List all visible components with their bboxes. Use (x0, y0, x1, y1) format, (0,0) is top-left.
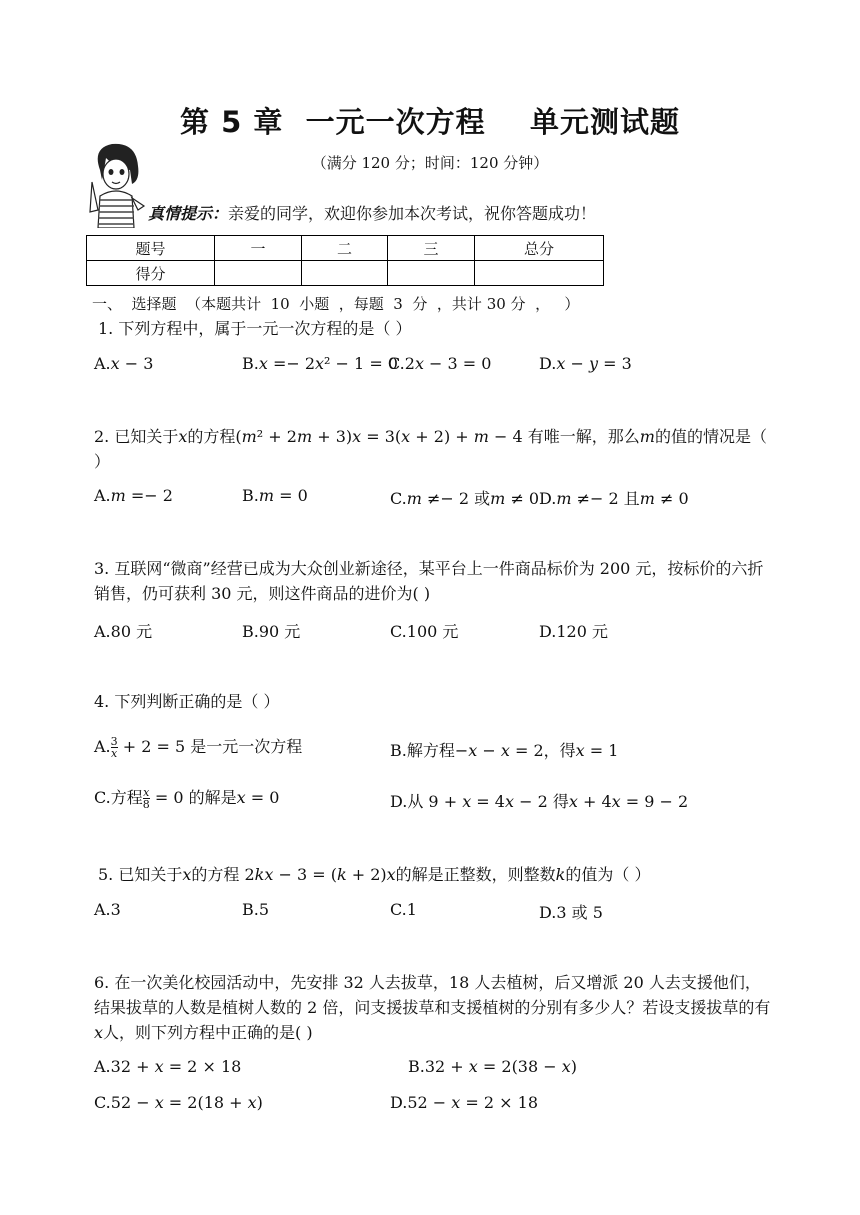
question-4-stem: 4. 下列判断正确的是（ ） (94, 692, 280, 711)
q2-option-b: B.𝑚 = 0 (242, 486, 308, 505)
tip-text: 亲爱的同学，欢迎你参加本次考试，祝你答题成功！ (228, 204, 597, 223)
fraction-numerator: 𝑥 (143, 786, 150, 799)
section-heading: 一、 选择题 （本题共计 10 小题 ，每题 3 分 ，共计 30 分 ， ） (92, 295, 580, 313)
q2-option-d: D.𝑚 ≠− 2 且𝑚 ≠ 0 (539, 489, 689, 508)
q3-option-a: A.80 元 (94, 622, 153, 641)
score-cell[interactable] (302, 261, 388, 286)
tip-label: 真情提示： (148, 204, 229, 223)
question-1-stem: 1. 下列方程中，属于一元一次方程的是（ ） (98, 319, 412, 338)
q5-option-d: D.3 或 5 (539, 903, 603, 922)
score-cell[interactable] (475, 261, 604, 286)
q4-option-d: D.从 9 + 𝑥 = 4𝑥 − 2 得𝑥 + 4𝑥 = 9 − 2 (390, 792, 689, 811)
question-3-stem: 3. 互联网“微商”经营已成为大众创业新途径，某平台上一件商品标价为 200 元，按标价的六折销售，仍可获利 30 元，则这件商品的进价为( ) (94, 559, 764, 603)
fraction (143, 787, 150, 810)
score-row-label: 得分 (87, 261, 215, 286)
q1-option-c: C.2𝑥 − 3 = 0 (388, 354, 492, 373)
score-header-cell: 总分 (475, 236, 604, 261)
q6-option-c: C.52 − 𝑥 = 2(18 + 𝑥) (94, 1093, 263, 1112)
question-2-stem: 2. 已知关于𝑥的方程(𝑚² + 2𝑚 + 3)𝑥 = 3(𝑥 + 2) + 𝑚 − 4 有唯一解，那么𝑚的值的情况是（ ） (94, 427, 767, 471)
q2-option-c: C.𝑚 ≠− 2 或𝑚 ≠ 0 (390, 489, 540, 508)
score-table-score-row (87, 261, 604, 286)
question-5-stem: 5. 已知关于𝑥的方程 2𝑘𝑥 − 3 = (𝑘 + 2)𝑥的解是正整数，则整数𝑘的值为（ ） (98, 865, 651, 884)
fraction-denominator: 𝑥 (111, 747, 118, 760)
q2-option-a: A.𝑚 =− 2 (94, 486, 173, 505)
score-table (86, 235, 604, 286)
score-cell[interactable] (388, 261, 475, 286)
score-header-cell: 一 (215, 236, 302, 261)
q1-option-a: A.𝑥 − 3 (94, 354, 154, 373)
q3-option-c: C.100 元 (390, 622, 459, 641)
q4-option-a (94, 734, 302, 759)
fraction-numerator: 3 (110, 735, 118, 748)
q4-option-c-prefix: C.方程 (94, 788, 143, 807)
score-header-cell: 三 (388, 236, 475, 261)
score-cell[interactable] (215, 261, 302, 286)
fraction (111, 736, 118, 759)
q4-option-a-text: + 2 = 5 是一元一次方程 (122, 737, 303, 756)
q1-option-b: B.𝑥 =− 2𝑥² − 1 = 0 (242, 354, 398, 373)
q5-option-a: A.3 (94, 900, 121, 919)
q6-option-a: A.32 + 𝑥 = 2 × 18 (94, 1057, 242, 1076)
fraction-denominator: 8 (142, 798, 150, 811)
exam-tip (148, 201, 596, 224)
q3-option-d: D.120 元 (539, 622, 608, 641)
q4-option-c-text: = 0 的解是𝑥 = 0 (154, 788, 280, 807)
score-header-cell: 二 (302, 236, 388, 261)
q1-option-d: D.𝑥 − 𝑦 = 3 (539, 354, 632, 373)
q4-option-c (94, 785, 279, 810)
student-illustration (86, 140, 146, 228)
q4-option-a-prefix: A. (94, 737, 111, 756)
q5-option-c: C.1 (390, 900, 417, 919)
score-table-header-row (87, 236, 604, 261)
exam-info: （满分 120 分；时间：120 分钟） (311, 154, 549, 172)
q3-option-b: B.90 元 (242, 622, 301, 641)
q6-option-d: D.52 − 𝑥 = 2 × 18 (390, 1093, 538, 1112)
question-6-stem: 6. 在一次美化校园活动中，先安排 32 人去拔草，18 人去植树，后又增派 20 人去支援他们，结果拔草的人数是植树人数的 2 倍，问支援拔草和支援植树的分别有多少人？若设支援拔草的有𝑥人，则下列方程中正确的是( ) (94, 973, 771, 1042)
q4-option-b: B.解方程−𝑥 − 𝑥 = 2，得𝑥 = 1 (390, 741, 619, 760)
q5-option-b: B.5 (242, 900, 270, 919)
page-title: 第 5 章 一元一次方程 单元测试题 (180, 105, 680, 139)
score-header-cell: 题号 (87, 236, 215, 261)
q6-option-b: B.32 + 𝑥 = 2(38 − 𝑥) (408, 1057, 578, 1076)
